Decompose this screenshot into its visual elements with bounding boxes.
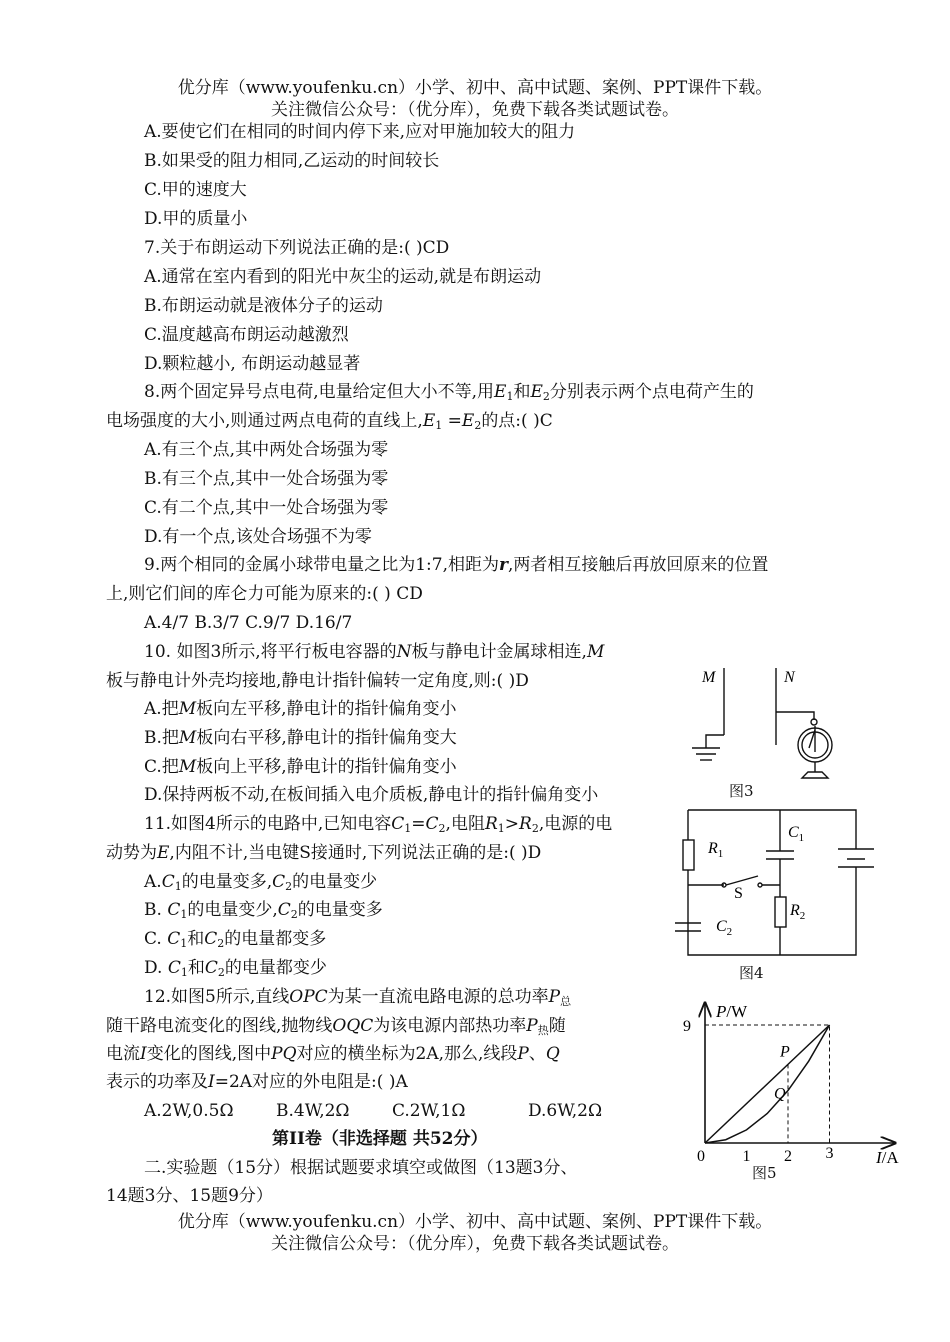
x-tick-2: 2: [784, 1148, 792, 1165]
q10-option-c: C.把M板向上平移,静电计的指针偏角变小: [144, 757, 457, 777]
header-line-1: 优分库（www.youfenku.cn）小学、初中、高中试题、案例、PPT课件下载。: [177, 78, 773, 98]
svg-text:C1: [788, 824, 804, 844]
q9-stem-line-1: 9.两个相同的金属小球带电量之比为1:7,相距为r,两者相互接触后再放回原来的位置: [144, 555, 769, 575]
c1-subscript: 1: [798, 832, 805, 844]
q6-option-a: A.要使它们在相同的时间内停下来,应对甲施加较大的阻力: [144, 122, 576, 142]
y-axis-label-var: P: [716, 1002, 727, 1021]
figure-3-caption: 图3: [729, 782, 754, 800]
q12-option-c: C.2W,1Ω: [392, 1101, 466, 1121]
plate-m-ground-wire: [706, 735, 724, 748]
c2-subscript: 2: [726, 926, 733, 938]
x-axis-label-unit: /A: [881, 1148, 899, 1167]
q6-option-c: C.甲的速度大: [144, 180, 247, 200]
q12-option-a: A.2W,0.5Ω: [144, 1101, 234, 1121]
q6-option-b: B.如果受的阻力相同,乙运动的时间较长: [144, 151, 440, 171]
figure-4-diagram: [680, 805, 870, 965]
r1-subscript: 1: [717, 848, 724, 860]
plate-n-wire: [776, 712, 814, 720]
q11-option-b: B. $C_1$的电量变少$,C_2$的电量变多: [144, 900, 383, 921]
c1-letter: C: [788, 824, 799, 841]
q7-option-d: D.颗粒越小, 布朗运动越显著: [144, 354, 361, 374]
q10-option-b: B.把M板向右平移,静电计的指针偏角变大: [144, 728, 457, 748]
q10-option-a: A.把M板向左平移,静电计的指针偏角变小: [144, 699, 457, 719]
q12-option-b: B.4W,2Ω: [276, 1101, 350, 1121]
c2-letter: C: [716, 918, 727, 935]
svg-text:P/W: [715, 1002, 748, 1021]
q11-option-c: C. $C_1$和$C_2$的电量都变多: [144, 929, 327, 950]
x-tick-0: 0: [697, 1148, 705, 1165]
svg-text:R2: [789, 902, 805, 922]
q7-option-c: C.温度越高布朗运动越激烈: [144, 325, 349, 345]
r2-letter: R: [790, 902, 800, 919]
q12-stem-line-3: 电流I变化的图线,图中PQ对应的横坐标为2A,那么,线段P、Q: [106, 1044, 560, 1064]
section-2-line-1: 二.实验题（15分）根据试题要求填空或做图（13题3分、: [144, 1158, 578, 1178]
circuit-outer-top: [688, 810, 856, 840]
q12-option-d: D.6W,2Ω: [528, 1101, 603, 1121]
q7-option-b: B.布朗运动就是液体分子的运动: [144, 296, 383, 316]
q8-stem-line-2: 电场强度的大小,则通过两点电荷的直线上$,E_1 =E_2$的点:( )C: [106, 411, 553, 432]
q12-stem-line-4: 表示的功率及I=2A对应的外电阻是:( )A: [106, 1072, 408, 1092]
x-axis-label-var: I: [876, 1148, 882, 1167]
x-tick-3: 3: [825, 1145, 834, 1162]
q10-option-d: D.保持两板不动,在板间插入电介质板,静电计的指针偏角变小: [144, 785, 599, 805]
resistor-r2: [775, 897, 786, 927]
q9-stem-line-2: 上,则它们间的库仑力可能为原来的:( ) CD: [106, 584, 423, 604]
figure-5-caption: 图5: [752, 1164, 777, 1182]
x-tick-1: 1: [742, 1148, 751, 1165]
switch-label: S: [734, 885, 743, 902]
q12-stem-line-1: 12.如图5所示,直线OPC为某一直流电路电源的总功率$P_总$: [144, 987, 572, 1008]
q11-option-d: D. $C_1$和$C_2$的电量都变少: [144, 958, 327, 979]
section-2-line-2: 14题3分、15题9分）: [106, 1186, 273, 1206]
y-axis-label-unit: /W: [726, 1002, 748, 1021]
q7-option-a: A.通常在室内看到的阳光中灰尘的运动,就是布朗运动: [144, 267, 542, 287]
q10-stem-line-2: 板与静电计外壳均接地,静电计指针偏转一定角度,则:( )D: [106, 671, 529, 691]
q8-option-a: A.有三个点,其中两处合场强为零: [144, 440, 389, 460]
electrometer-base: [802, 772, 828, 778]
r2-subscript: 2: [799, 910, 806, 922]
q11-option-a: $A.C_1$的电量变多$,C_2$的电量变少: [144, 872, 378, 893]
point-q-label: Q: [774, 1085, 786, 1103]
q10-stem-line-1: 10. 如图3所示,将平行板电容器的N板与静电计金属球相连,M: [144, 642, 605, 662]
q8-option-c: C.有二个点,其中一处合场强为零: [144, 498, 389, 518]
switch-s: [726, 876, 758, 885]
series-opc-line: [705, 1025, 830, 1143]
figure-5-chart: [680, 995, 910, 1175]
header-line-2: 关注微信公众号：（优分库），免费下载各类试题试卷。: [271, 100, 679, 120]
y-tick-9: 9: [683, 1018, 691, 1035]
figure-4-caption: 图4: [739, 964, 764, 982]
figure-3-label-m: M: [702, 669, 716, 686]
figure-3-label-n: N: [784, 669, 795, 686]
q11-stem-line-2: 动势为E,内阻不计,当电键S接通时,下列说法正确的是:( )D: [106, 843, 542, 863]
q9-options: A.4/7 B.3/7 C.9/7 D.16/7: [144, 613, 353, 633]
svg-text:C2: [716, 918, 732, 938]
q8-option-b: B.有三个点,其中一处合场强为零: [144, 469, 389, 489]
resistor-r1: [683, 840, 694, 870]
q12-stem-line-2: 随干路电流变化的图线,抛物线OQC为该电源内部热功率$P_热$随: [106, 1016, 566, 1037]
q8-option-d: D.有一个点,该处合场强不为零: [144, 527, 372, 547]
q6-option-d: D.甲的质量小: [144, 209, 248, 229]
footer-line-2: 关注微信公众号：（优分库），免费下载各类试题试卷。: [271, 1234, 679, 1254]
q11-stem-line-1: 11.如图4所示的电路中,已知电容$C_1=C_2$,电阻$R_1>R_2$,电源的电: [144, 814, 613, 835]
point-p-label: P: [780, 1043, 790, 1061]
figure-3-diagram: [680, 660, 880, 785]
r1-letter: R: [708, 840, 718, 857]
svg-text:I/A: [875, 1148, 899, 1167]
q8-stem-line-1: 8.两个固定异号点电荷,电量给定但大小不等,用$E_1$和$E_2$分别表示两个点电荷产生的: [144, 382, 754, 403]
q7-stem: 7.关于布朗运动下列说法正确的是:( )CD: [144, 238, 450, 258]
svg-text:R1: [707, 840, 723, 860]
section-2-title: 第II卷（非选择题 共52分）: [272, 1129, 488, 1149]
footer-line-1: 优分库（www.youfenku.cn）小学、初中、高中试题、案例、PPT课件下载。: [177, 1212, 773, 1232]
circuit-outer-left: [688, 810, 856, 955]
